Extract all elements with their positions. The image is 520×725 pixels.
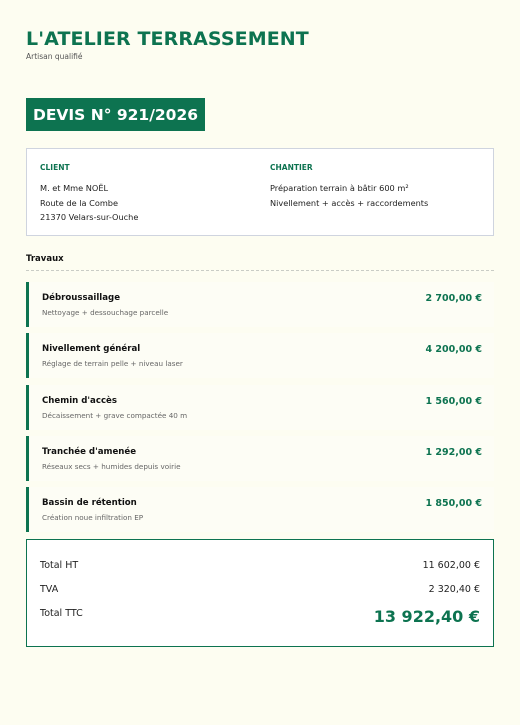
item-price: 4 200,00 € (425, 344, 482, 356)
total-ht-value: 11 602,00 € (422, 560, 480, 571)
total-ttc-label: Total TTC (40, 608, 83, 619)
item-name: Tranchée d'amenée (42, 446, 137, 457)
item-description: Nettoyage + dessouchage parcelle (42, 308, 169, 317)
item-description: Réseaux secs + humides depuis voirie (42, 461, 181, 471)
company-name: L'ATELIER TERRASSEMENT (26, 28, 309, 50)
item-name: Chemin d'accès (42, 395, 117, 406)
item-price: 1 560,00 € (425, 395, 482, 407)
quote-title: DEVIS N° 921/2026 (26, 98, 205, 131)
item-description: Réglage de terrain pelle + niveau laser (42, 359, 183, 369)
tva-value: 2 320,40 € (428, 584, 480, 595)
item-name: Débroussaillage (42, 293, 121, 303)
works-list (26, 282, 494, 538)
total-ttc-value: 13 922,40 € (373, 607, 480, 626)
client-heading: CLIENT (40, 163, 70, 172)
client-address-line2: 21370 Velars-sur-Ouche (40, 212, 139, 222)
list-item (26, 282, 494, 327)
client-site-box (26, 148, 494, 236)
works-heading: Travaux (26, 254, 64, 264)
total-ht-label: Total HT (40, 560, 79, 571)
item-description: Création noue infiltration EP (42, 513, 144, 523)
company-subtitle: Artisan qualifié (26, 52, 83, 61)
item-price: 2 700,00 € (425, 293, 482, 304)
client-block (40, 163, 138, 225)
item-price: 1 292,00 € (425, 446, 482, 458)
list-item (26, 385, 494, 430)
client-name: M. et Mme NOËL (40, 183, 109, 193)
item-name: Bassin de rétention (42, 498, 137, 509)
section-divider (26, 270, 494, 271)
item-description: Décaissement + grave compactée 40 m (42, 410, 188, 420)
item-price: 1 850,00 € (425, 498, 482, 510)
client-address-line1: Route de la Combe (40, 197, 119, 208)
site-heading: CHANTIER (270, 163, 313, 172)
list-item (26, 333, 494, 378)
list-item (26, 436, 494, 481)
site-block (270, 163, 428, 210)
totals-box (26, 539, 494, 647)
site-line2: Nivellement + accès + raccordements (270, 197, 429, 208)
item-name: Nivellement général (42, 344, 141, 355)
list-item (26, 487, 494, 532)
tva-label: TVA (40, 584, 59, 595)
site-line1: Préparation terrain à bâtir 600 m² (270, 183, 409, 193)
